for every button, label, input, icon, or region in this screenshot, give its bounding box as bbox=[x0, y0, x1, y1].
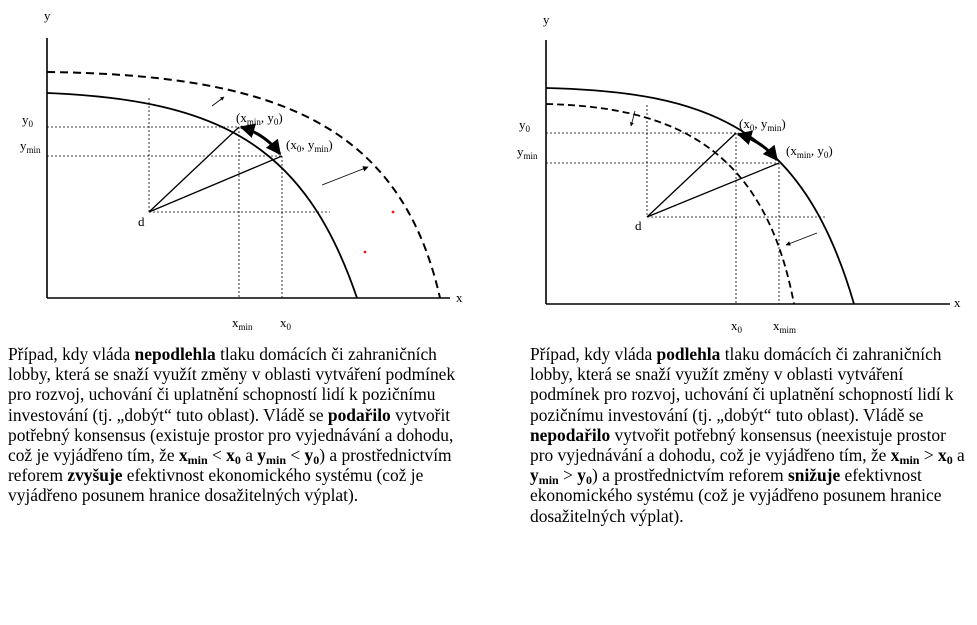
right-point-b-label: ($x_{min}$, $y_0$) bbox=[786, 143, 833, 160]
left-shifted-frontier-curve bbox=[47, 72, 440, 298]
left-point-a-label: ($x_{min}$, $y_0$) bbox=[236, 110, 283, 127]
left-shift-arrow-right bbox=[322, 167, 368, 185]
right-shifted-frontier-curve bbox=[546, 104, 794, 304]
right-caption-bold-nepodarilo: nepodařilo bbox=[530, 424, 611, 445]
left-origin-d-label: d bbox=[138, 214, 145, 229]
left-guide-lines bbox=[47, 98, 330, 298]
left-point-b-label: ($x_0$, $y_{min}$) bbox=[286, 137, 333, 154]
right-x0-label: $x_0$ bbox=[731, 318, 742, 335]
right-caption: Případ, kdy vláda podlehla tlaku domácích či zahraničních lobby, která se snaží využít změny v oblasti vytváření podmínek pro rozvoj, uchování či uplatnění schopností lidí k pozičnímu investování (tj. „dobýt“ tuto oblast). Vládě se nepodařilo vytvořit potřebný konsensus (neexistuje prostor pro vyjednávání a dohodu, což je vyjádřeno tím, že $x_{min} > x_0$ a $y_{min} > y_0$) a prostřednictvím reforem snižuje efektivnost ekonomického systému (což je vyjádřeno posunem hranice dosažitelných výplat). bbox=[530, 344, 965, 526]
right-axis-y-label: y bbox=[543, 12, 550, 27]
right-line-d-to-a bbox=[647, 133, 736, 217]
left-diagram bbox=[0, 0, 490, 340]
right-origin-d-label: d bbox=[635, 218, 642, 233]
left-x0-label: $x_0$ bbox=[280, 315, 291, 332]
left-y0-label: $y_0$ bbox=[22, 112, 33, 129]
left-caption-bold-podarilo: podařilo bbox=[327, 404, 391, 425]
left-caption-bold-zvysuje: zvyšuje bbox=[67, 465, 123, 486]
right-y0-label: $y_0$ bbox=[519, 117, 530, 134]
left-axis-y-label: y bbox=[44, 8, 51, 23]
left-shift-arrow-top bbox=[212, 97, 224, 106]
left-line-d-to-a bbox=[149, 127, 239, 212]
right-caption-bold-podlehla: podlehla bbox=[656, 344, 721, 364]
left-axis-x-label: x bbox=[456, 290, 463, 305]
left-red-dot bbox=[392, 211, 395, 214]
left-caption: Případ, kdy vláda nepodlehla tlaku domácích či zahraničních lobby, která se snaží využít změny v oblasti vytváření podmínek pro rozvoj, uchování či uplatnění schopností lidí k pozičnímu investování (tj. „dobýt“ tuto oblast). Vládě se podařilo vytvořit potřebný konsensus (existuje prostor pro vyjednávání a dohodu, což je vyjádřeno tím, že $x_{min} < x_0$ a $y_{min} < y_0$) a prostřednictvím reforem zvyšuje efektivnost ekonomického systému (což je vyjádřeno posunem hranice dosažitelných výplat). bbox=[8, 344, 456, 506]
right-ymin-label: $y_{min}$ bbox=[517, 144, 538, 161]
left-line-d-to-b bbox=[149, 156, 282, 212]
left-red-dot bbox=[364, 251, 367, 254]
right-line-d-to-b bbox=[647, 163, 779, 217]
right-axis-x-label: x bbox=[954, 295, 961, 310]
right-point-a-label: ($x_0$, $y_{min}$) bbox=[739, 116, 786, 133]
right-bargaining-arrow bbox=[738, 134, 777, 160]
right-caption-bold-snizuje: snižuje bbox=[788, 465, 841, 486]
left-frontier-curve bbox=[47, 93, 357, 298]
right-shift-arrow-top bbox=[631, 111, 635, 126]
right-diagram bbox=[497, 0, 977, 340]
left-xmin-label: $x_{min}$ bbox=[232, 315, 253, 332]
left-caption-bold-nepodlehla: nepodlehla bbox=[134, 344, 216, 364]
left-ymin-label: $y_{min}$ bbox=[20, 138, 41, 155]
right-xmin-label: $x_{mim}$ bbox=[773, 318, 797, 335]
right-shift-arrow-right bbox=[786, 233, 817, 245]
